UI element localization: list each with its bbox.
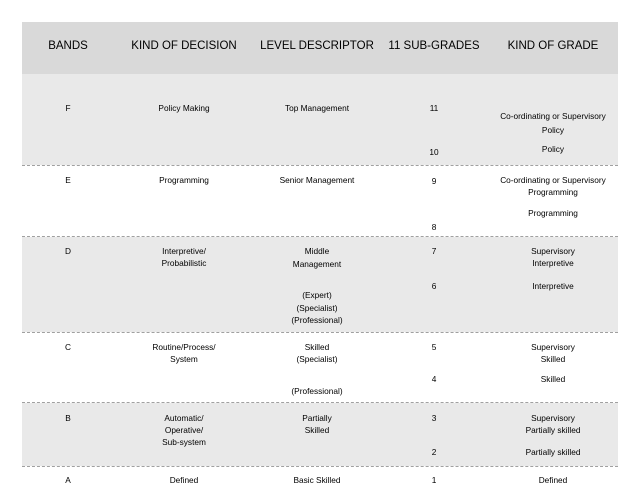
grade-cell: Interpretive xyxy=(532,258,574,268)
band-cell: A xyxy=(65,475,71,485)
grade-cell: Supervisory xyxy=(531,413,575,423)
descriptor-cell: Partially xyxy=(302,413,332,423)
grade-cell: Skilled xyxy=(540,354,566,364)
descriptor-cell: Top Management xyxy=(284,103,350,113)
header-level-descriptor: LEVEL DESCRIPTOR xyxy=(260,40,374,52)
subgrade-cell: 8 xyxy=(431,222,437,232)
subgrade-cell: 7 xyxy=(431,246,437,256)
table-header-row xyxy=(22,22,618,74)
grade-cell: Defined xyxy=(538,475,568,485)
band-cell: F xyxy=(65,103,71,113)
decision-cell: Sub-system xyxy=(162,437,206,447)
descriptor-cell: Senior Management xyxy=(279,175,355,185)
subgrade-cell: 11 xyxy=(429,103,439,113)
subgrade-cell: 6 xyxy=(431,281,437,291)
subgrade-cell: 9 xyxy=(431,176,437,186)
decision-cell: Programming xyxy=(159,175,209,185)
header-kind-of-grade: KIND OF GRADE xyxy=(507,40,599,52)
grade-cell: Co-ordinating or Supervisory Policy xyxy=(500,111,606,135)
descriptor-cell: (Expert) xyxy=(302,290,332,300)
descriptor-cell: (Specialist) xyxy=(296,354,338,364)
decision-cell: Policy Making xyxy=(158,103,210,113)
descriptor-cell: Skilled xyxy=(304,342,330,352)
table-row-e xyxy=(22,166,618,236)
grade-cell: Supervisory xyxy=(531,246,575,256)
decision-cell: System xyxy=(170,354,198,364)
band-cell: D xyxy=(65,246,71,256)
subgrade-cell: 3 xyxy=(431,413,437,423)
grade-cell: Partially skilled xyxy=(525,425,581,435)
decision-cell: Interpretive/ xyxy=(162,246,206,256)
decision-cell: Defined xyxy=(169,475,199,485)
grade-cell: Skilled xyxy=(540,374,566,384)
header-kind-of-decision: KIND OF DECISION xyxy=(131,40,237,52)
table-row-c xyxy=(22,333,618,402)
descriptor-cell: (Specialist) xyxy=(296,303,338,313)
grade-cell: Programming xyxy=(528,187,578,197)
subgrade-cell: 5 xyxy=(431,342,437,352)
band-cell: B xyxy=(65,413,71,423)
decision-cell: Routine/Process/ xyxy=(152,342,216,352)
descriptor-cell: (Professional) xyxy=(291,386,343,396)
subgrade-cell: 2 xyxy=(431,447,437,457)
descriptor-cell: Middle xyxy=(304,246,330,256)
descriptor-cell: Management xyxy=(292,259,342,269)
descriptor-cell: (Professional) xyxy=(291,315,343,325)
header-bands: BANDS xyxy=(48,40,88,52)
table-row-f xyxy=(22,74,618,165)
grade-cell: Partially skilled xyxy=(525,447,581,457)
descriptor-cell: Skilled xyxy=(304,425,330,435)
subgrade-cell: 10 xyxy=(429,147,439,157)
subgrade-cell: 4 xyxy=(431,374,437,384)
table-row-a xyxy=(22,467,618,497)
grade-cell: Supervisory xyxy=(531,342,575,352)
header-sub-grades: 11 SUB-GRADES xyxy=(388,40,480,52)
grade-cell: Policy xyxy=(541,144,565,154)
table-row-b xyxy=(22,403,618,466)
band-cell: E xyxy=(65,175,71,185)
table-row-d xyxy=(22,237,618,332)
grade-cell: Co-ordinating or Supervisory xyxy=(500,175,606,185)
decision-cell: Probabilistic xyxy=(161,258,207,268)
decision-cell: Automatic/ xyxy=(164,413,204,423)
grade-cell: Programming xyxy=(528,208,578,218)
decision-cell: Operative/ xyxy=(164,425,204,435)
band-cell: C xyxy=(65,342,71,352)
grading-table xyxy=(22,22,618,485)
descriptor-cell: Basic Skilled xyxy=(293,475,341,485)
subgrade-cell: 1 xyxy=(431,475,437,485)
grade-cell: Interpretive xyxy=(532,281,574,291)
